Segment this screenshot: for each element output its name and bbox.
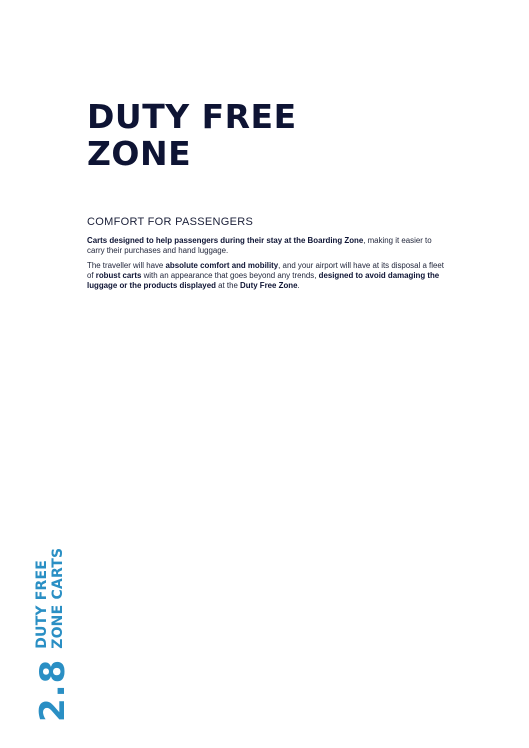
page-title-line-1: DUTY FREE: [87, 97, 297, 136]
section-marker: [33, 547, 73, 722]
section-number: 2.8: [33, 658, 73, 722]
bold-text: Carts designed to help passengers during their stay at the Boarding Zone: [87, 236, 364, 245]
bold-text: absolute comfort and mobility: [165, 260, 279, 270]
paragraph-1: [87, 236, 449, 257]
bold-text: designed to avoid damaging the luggage or the products displayed: [87, 270, 440, 291]
plain-text: at the: [215, 281, 241, 291]
section-label-line-1: DUTY FREE: [34, 559, 50, 649]
plain-text: , making it easier to carry their purchases and hand luggage.: [87, 236, 432, 256]
paragraph-2: [87, 261, 449, 292]
page-title-line-2: ZONE: [87, 134, 192, 173]
section-label: [34, 548, 66, 649]
body-text: [87, 236, 449, 295]
plain-text: , and your airport will have at its disposal a fleet of: [87, 260, 444, 280]
section-label-line-2: ZONE CARTS: [50, 547, 66, 649]
page-title: [87, 98, 297, 172]
section-subtitle: COMFORT FOR PASSENGERS: [87, 216, 254, 228]
plain-text: The traveller will have: [87, 260, 166, 270]
bold-text: robust carts: [95, 270, 142, 280]
plain-text: .: [297, 281, 300, 291]
bold-text: Duty Free Zone: [240, 281, 298, 291]
plain-text: with an appearance that goes beyond any trends,: [141, 270, 319, 280]
